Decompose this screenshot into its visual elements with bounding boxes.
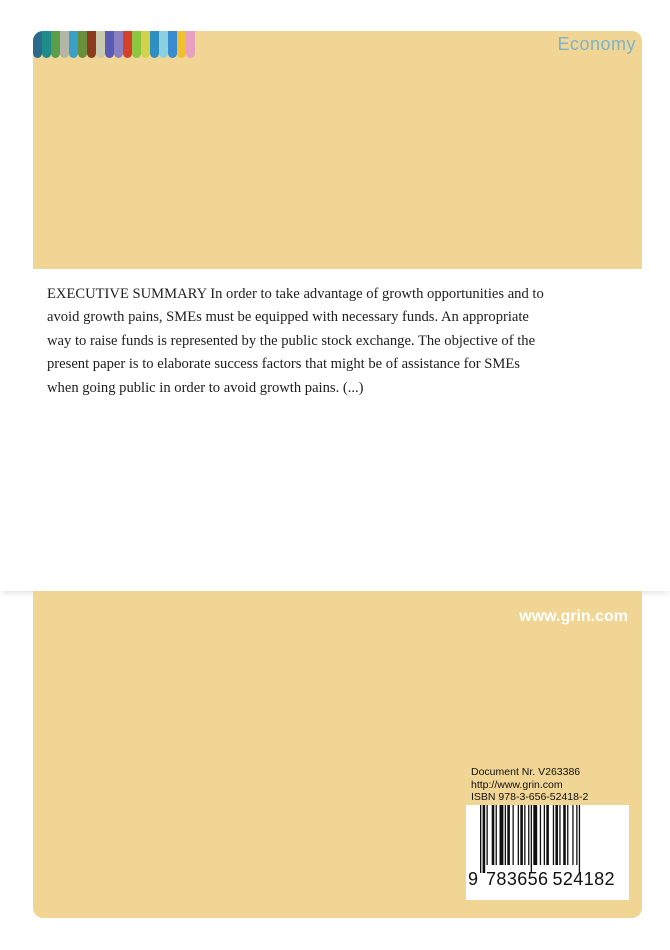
color-stripe [60,31,69,58]
color-stripe [105,31,114,58]
barcode-digit-group1: 783656 [486,869,549,889]
color-stripes [33,31,195,58]
barcode-bar [513,805,514,865]
barcode-bar [567,805,568,865]
color-stripe [69,31,78,58]
barcode-bar [533,805,537,865]
barcode-bar [576,805,577,865]
barcode-bar [496,805,497,865]
executive-summary-text: EXECUTIVE SUMMARY In order to take advantage of growth opportunities and to avoid growth pains, SMEs must be equipped with necessary funds. An appropriate way to raise funds is represented by the public stock exchange. The objective of the present paper is to elaborate success factors that might be of assistance for SMEs when going public in order to avoid growth pains. (...) [47,286,544,396]
barcode-bar [546,805,549,865]
cover-top [33,31,642,269]
color-stripe [42,31,51,58]
color-stripe [159,31,168,58]
barcode-bar [520,805,523,865]
color-stripe [87,31,96,58]
color-stripe [177,31,186,58]
barcode-bar [531,805,532,873]
barcode-bar [524,805,525,865]
barcode-bar [483,805,486,873]
color-stripe [150,31,159,58]
cover-bottom [33,591,642,918]
color-stripe [132,31,141,58]
barcode-bar [480,805,481,873]
barcode-bar [505,805,506,865]
barcode-bar [572,805,573,865]
category-label: Economy [557,34,636,54]
color-stripe [33,31,42,58]
document-number: Document Nr. V263386 [471,766,581,778]
color-stripe [141,31,150,58]
color-stripe [78,31,87,58]
color-stripe [96,31,105,58]
barcode-bar [518,805,519,865]
barcode-bar [492,805,495,865]
color-stripe [123,31,132,58]
barcode-bar [555,805,558,865]
barcode-bar [507,805,510,865]
barcode-digit-first: 9 [468,869,479,889]
publisher-url: http://www.grin.com [471,778,563,791]
color-stripe [114,31,123,58]
barcode-bar [559,805,560,865]
summary-panel [0,269,670,591]
barcode-bar [553,805,554,865]
barcode-bar [500,805,504,865]
barcode-bar [528,805,529,865]
document-info [471,766,588,804]
barcode-bar [544,805,545,865]
barcode-digit-group2: 524182 [552,869,615,889]
barcode-bar [563,805,566,865]
barcode-bars [480,805,620,873]
barcode-bar [487,805,488,865]
color-stripe [168,31,177,58]
barcode-digits [466,869,629,890]
publisher-website: www.grin.com [519,608,628,625]
barcode-bar [579,805,580,873]
color-stripe [186,31,195,58]
isbn: ISBN 978-3-656-52418-2 [471,791,589,803]
color-stripe [51,31,60,58]
barcode-bar [540,805,541,865]
barcode [466,805,629,900]
